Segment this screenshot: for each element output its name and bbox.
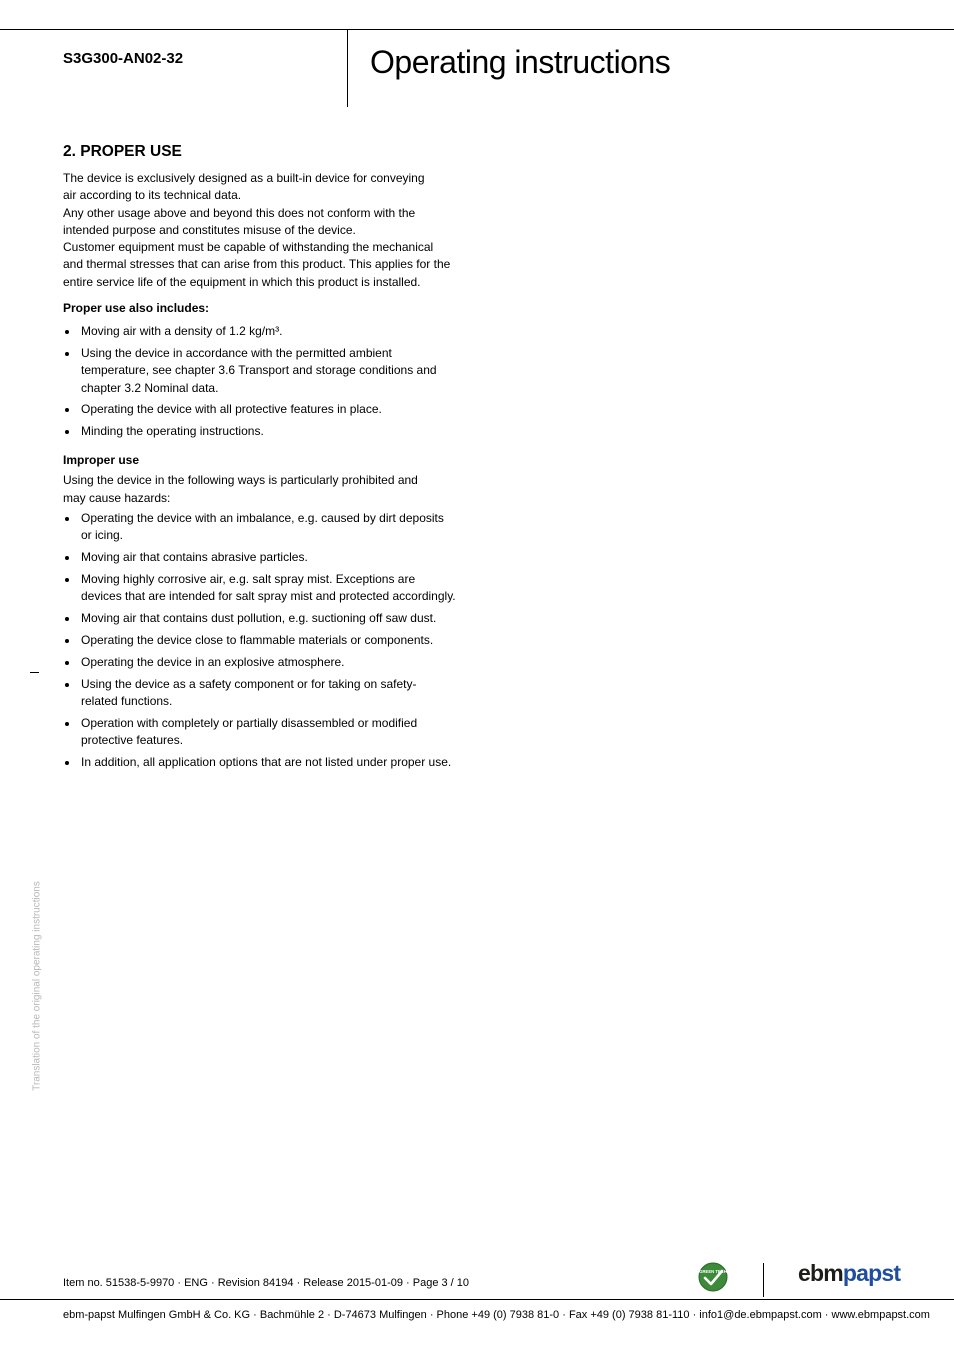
proper-use-heading: Proper use also includes: (63, 301, 210, 316)
fold-mark (30, 672, 39, 673)
improper-use-list (63, 510, 463, 772)
list-item: Moving highly corrosive air, e.g. salt spray mist. Exceptions are devices that are intended for salt spray mist and protected accordingly. (63, 571, 463, 606)
improper-use-intro: Using the device in the following ways is particularly prohibited and may cause hazards: (63, 473, 418, 505)
list-item: Moving air that contains dust pollution, e.g. suctioning off saw dust. (63, 610, 463, 627)
list-item: In addition, all application options that are not listed under proper use. (63, 754, 463, 771)
list-item: Operating the device with all protective features in place. (63, 401, 463, 418)
list-item: Moving air that contains abrasive particles. (63, 549, 463, 566)
footer-item-line: Item no. 51538-5-9970 · ENG · Revision 84194 · Release 2015-01-09 · Page 3 / 10 (63, 1277, 470, 1289)
proper-use-section (63, 143, 463, 776)
list-item: Using the device as a safety component or for taking on safety- related functions. (63, 676, 463, 711)
improper-use-heading: Improper use (63, 453, 140, 468)
header-divider (347, 29, 348, 107)
footer-rule (0, 1299, 954, 1300)
list-item: Operating the device close to flammable materials or components. (63, 632, 463, 649)
list-item: Moving air with a density of 1.2 kg/m³. (63, 323, 463, 340)
section-heading: 2. PROPER USE (63, 143, 182, 160)
proper-use-list (63, 323, 463, 441)
document-title: Operating instructions (370, 44, 671, 80)
ebmpapst-logo: ebmpapst (798, 1260, 901, 1286)
list-item: Operating the device in an explosive atmosphere. (63, 654, 463, 671)
list-item: Operating the device with an imbalance, e.g. caused by dirt deposits or icing. (63, 510, 463, 545)
list-item: Operation with completely or partially disassembled or modified protective features. (63, 715, 463, 750)
footer-company-line: ebm-papst Mulfingen GmbH & Co. KG · Bachmühle 2 · D-74673 Mulfingen · Phone +49 (0) 7938 81-0 · Fax +49 (0) 7938 81-110 · info1@de.ebmpapst.com · www.ebmpapst.com (63, 1309, 930, 1321)
list-item: Minding the operating instructions. (63, 423, 463, 440)
model-number: S3G300-AN02-32 (63, 50, 184, 67)
list-item: Using the device in accordance with the permitted ambient temperature, see chapter 3.6 Transport and storage conditions and chapter 3.2 Nominal data. (63, 345, 463, 397)
translation-note: Translation of the original operating instructions (31, 881, 43, 1091)
logo-divider (763, 1263, 764, 1297)
intro-paragraph: The device is exclusively designed as a built-in device for conveying air according to its technical data. Any other usage above and beyond this does not conform with the intended purpose and constitutes misuse of the device. Customer equipment must be capable of withstanding the mechanical and thermal stresses that can arise from this product. This applies for the entire service life of the equipment in which this product is installed. (63, 171, 451, 289)
green-tech-badge-icon (698, 1262, 728, 1292)
header-top-rule (0, 29, 954, 30)
badge-label: GREEN TECH (699, 1269, 727, 1274)
